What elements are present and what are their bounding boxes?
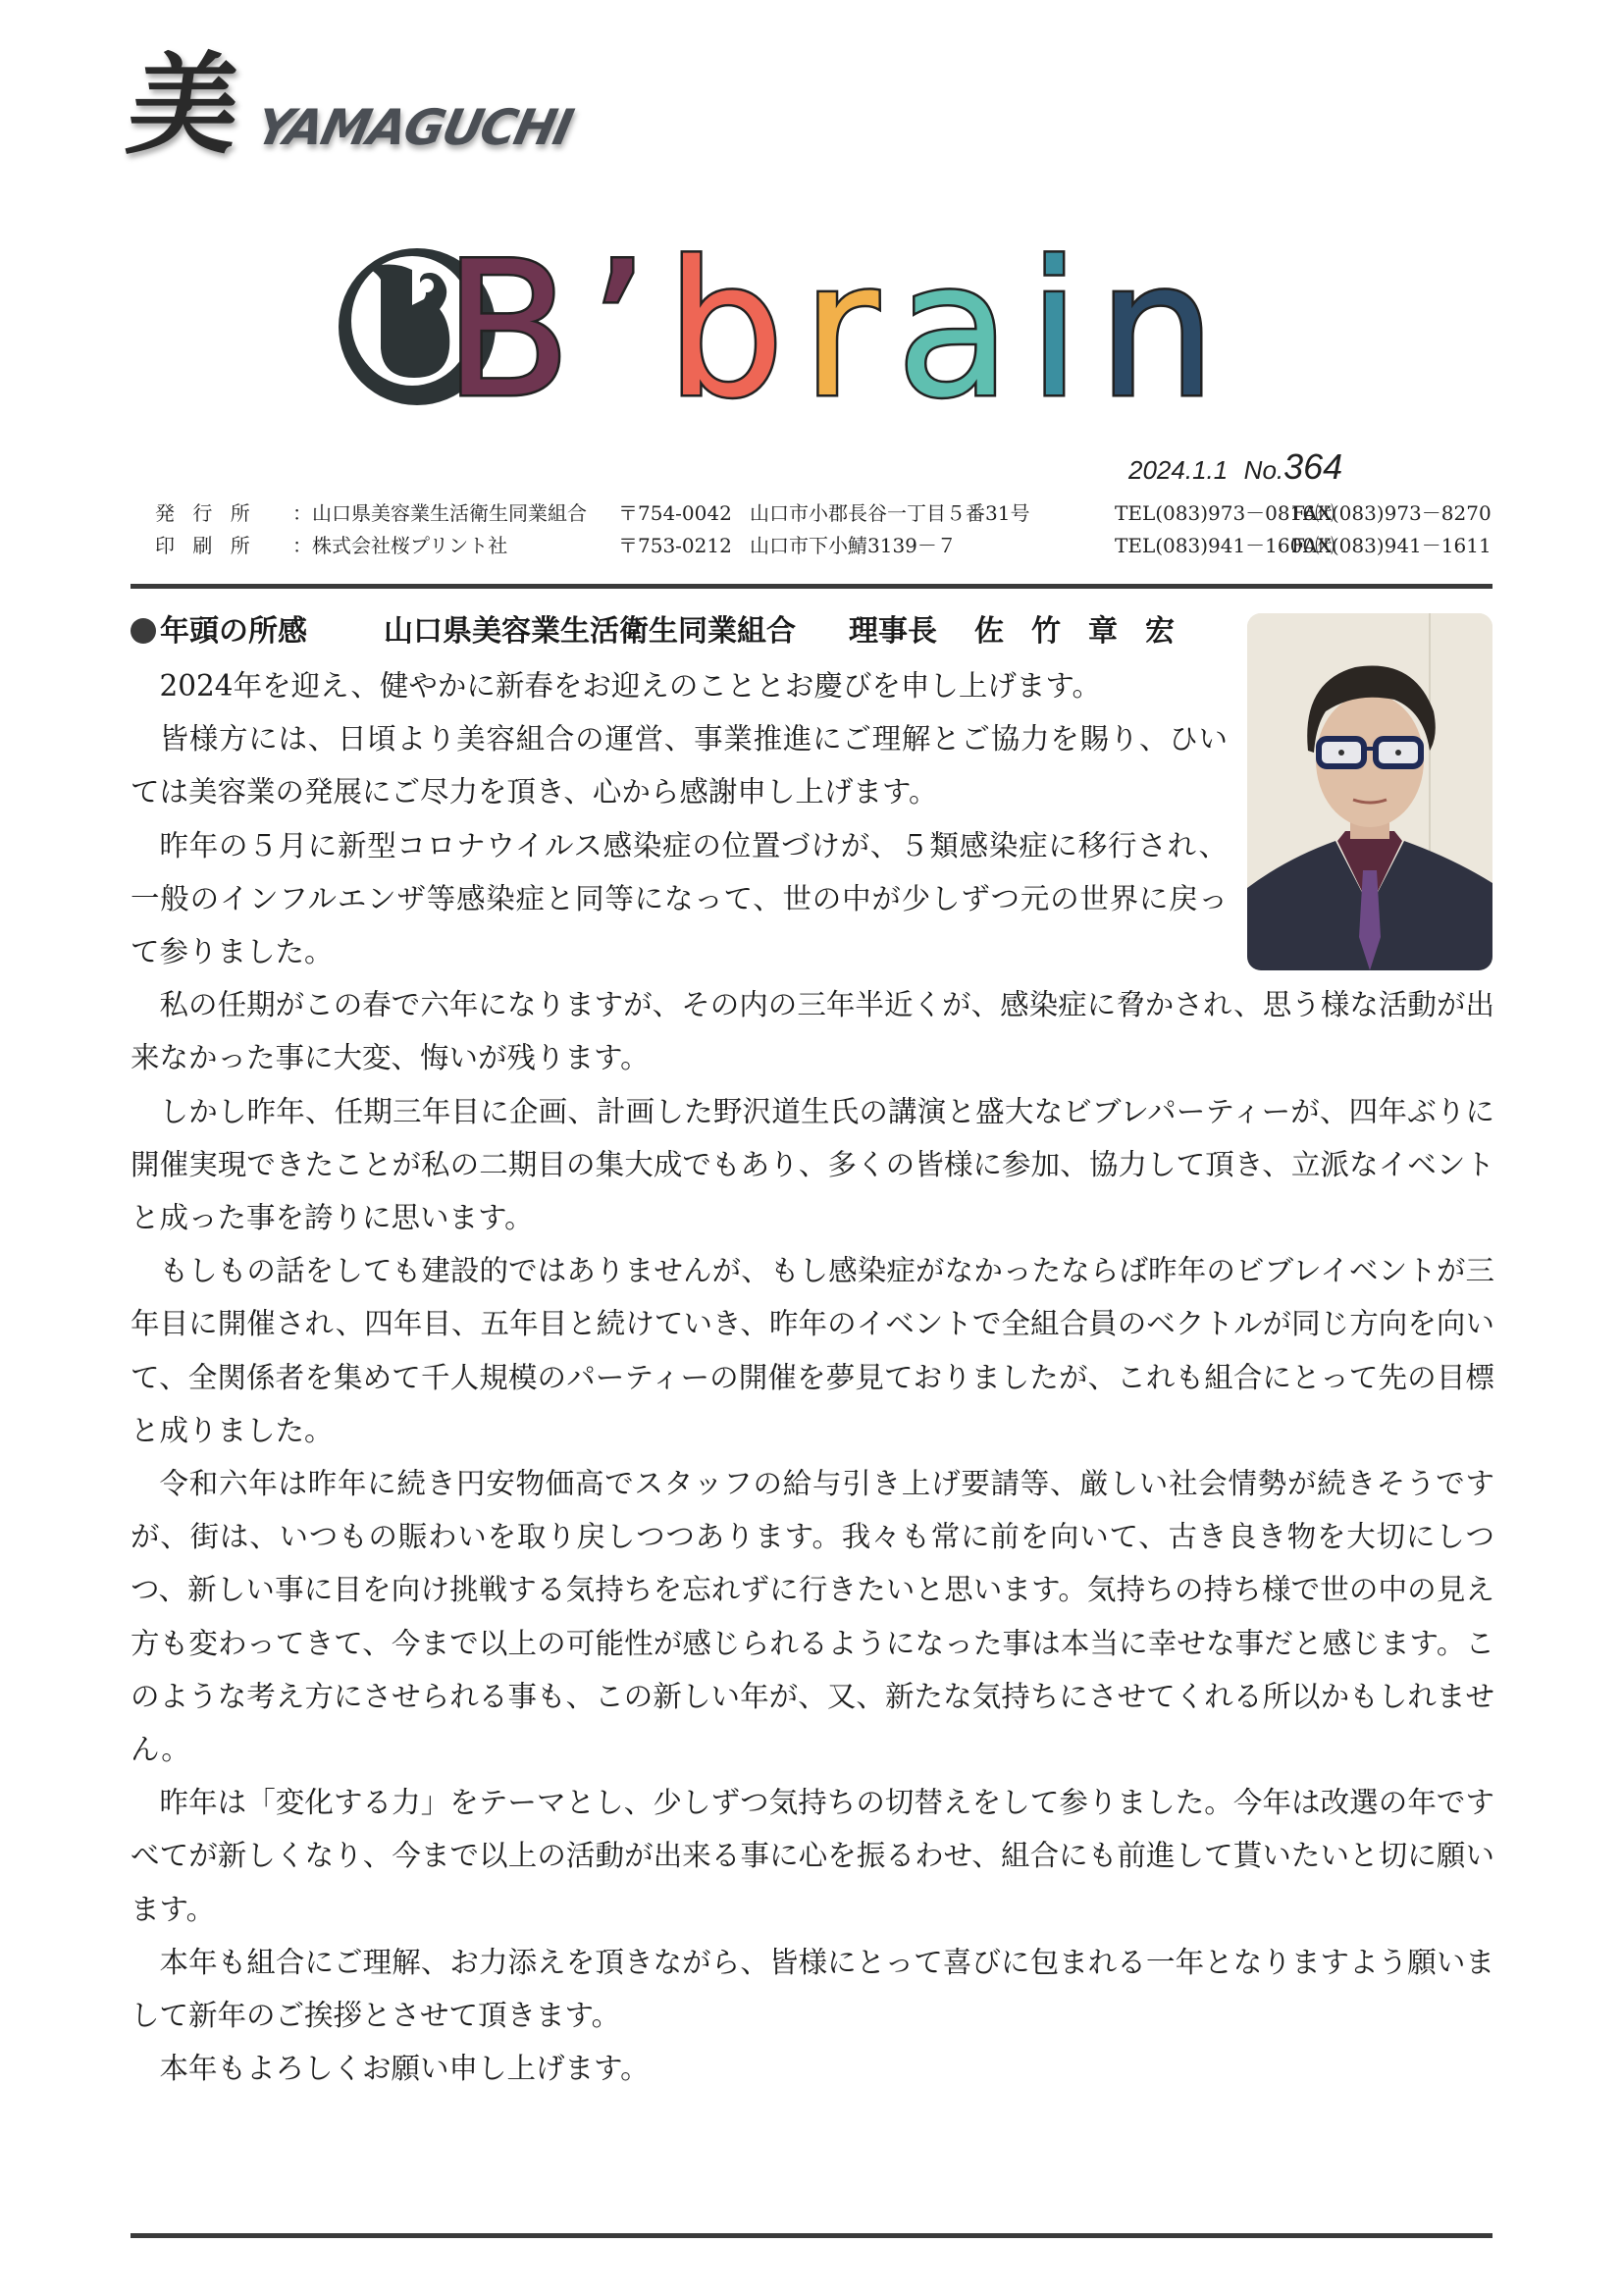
- article-paragraph: 本年も組合にご理解、お力添えを頂きながら、皆様にとって喜びに包まれる一年となりますよう願いまして新年のご挨拶とさせて頂きます。: [131, 1945, 1494, 2033]
- publisher-postal: 〒754-0042: [618, 501, 732, 525]
- publisher-tel: TEL(083)973－0816㈹: [1115, 501, 1335, 525]
- brand-wordmark: [444, 222, 1234, 439]
- brand-letter: a: [896, 222, 1028, 439]
- printer-address: 山口市下小鯖3139－７: [750, 534, 957, 557]
- brand-letter: ’: [589, 222, 666, 439]
- printer-name: 株式会社桜プリント社: [312, 534, 508, 557]
- article-org: 山口県美容業生活衛生同業組合: [384, 614, 796, 649]
- printer-line: [155, 530, 1529, 558]
- issue-info: [1128, 446, 1342, 488]
- publisher-line: [155, 497, 1529, 526]
- article-paragraph: 皆様方には、日頃より美容組合の運営、事業推進にご理解とご協力を賜り、ひいては美容業の発展にご尽力を頂き、心から感謝申し上げます。: [131, 722, 1228, 809]
- brand-letter: n: [1097, 222, 1234, 439]
- publisher-name: 山口県美容業生活衛生同業組合: [312, 501, 587, 525]
- publisher-sep: ：: [292, 501, 312, 525]
- article-body: [131, 659, 1494, 2095]
- article-section-title: 年頭の所感: [160, 614, 307, 649]
- masthead-yamaguchi-logo: YAMAGUCHI: [250, 99, 577, 156]
- publisher-address: 山口市小郡長谷一丁目５番31号: [750, 501, 1030, 525]
- article-author-title: 理事長: [849, 614, 937, 649]
- brand-wordmark-letters: [444, 222, 1234, 439]
- publisher-label: 発 行 所: [155, 501, 256, 525]
- article-paragraph: しかし昨年、任期三年目に企画、計画した野沢道生氏の講演と盛大なビブレパーティーが、四年ぶりに開催実現できたことが私の二期目の集大成でもあり、多くの皆様に参加、協力して頂き、立派なイベントと成った事を誇りに思います。: [131, 1094, 1494, 1235]
- printer-fax: FAX(083)941－1611: [1291, 534, 1492, 557]
- article-paragraph: 昨年は「変化する力」をテーマとし、少しずつ気持ちの切替えをして参りました。今年は改選の年ですべてが新しくなり、今まで以上の活動が出来る事に心を振るわせ、組合にも前進して貰いたいと切に願います。: [131, 1786, 1494, 1926]
- bottom-divider: [131, 2233, 1492, 2238]
- brand-letter: r: [802, 222, 897, 439]
- issue-number: 364: [1283, 446, 1343, 487]
- printer-label: 印 刷 所: [155, 534, 256, 557]
- brand-letter: B: [444, 222, 590, 439]
- printer-tel: TEL(083)941－1600㈹: [1115, 534, 1335, 557]
- publisher-fax: FAX(083)973－8270: [1291, 501, 1492, 525]
- article-paragraph: 昨年の５月に新型コロナウイルス感染症の位置づけが、５類感染症に移行され、一般のインフルエンザ等感染症と同等になって、世の中が少しずつ元の世界に戻って参りました。: [131, 828, 1228, 969]
- brand-letter: b: [665, 222, 803, 439]
- brand-letter: i: [1027, 222, 1098, 439]
- article-paragraph: 本年もよろしくお願い申し上げます。: [159, 2052, 650, 2086]
- issue-date: 2024.1.1: [1128, 455, 1229, 485]
- printer-postal: 〒753-0212: [618, 534, 732, 557]
- masthead-kanji-logo: 美: [120, 41, 249, 170]
- bullet-icon: [131, 618, 156, 644]
- article-paragraph: 令和六年は昨年に続き円安物価高でスタッフの給与引き上げ要請等、厳しい社会情勢が続きそうですが、街は、いつもの賑わいを取り戻しつつあります。我々も常に前を向いて、古き良き物を大切にしつつ、新しい事に目を向け挑戦する気持ちを忘れずに行きたいと思います。気持ちの持ち様で世の中の見え方も変わってきて、今まで以上の可能性が感じられるようになった事は本当に幸せな事だと感じます。このような考え方にさせられる事も、この新しい年が、又、新たな気持ちにさせてくれる所以かもしれません。: [131, 1467, 1494, 1767]
- printer-sep: ：: [292, 534, 312, 557]
- issue-no-label: No.: [1243, 455, 1284, 485]
- article-author-name: 佐竹章宏: [974, 614, 1202, 649]
- article-paragraph: 2024年を迎え、健やかに新春をお迎えのこととお慶びを申し上げます。: [159, 669, 1101, 703]
- article-paragraph: 私の任期がこの春で六年になりますが、その内の三年半近くが、感染症に脅かされ、思う様な活動が出来なかった事に大変、悔いが残ります。: [131, 988, 1494, 1075]
- article-paragraph: もしもの話をしても建設的ではありませんが、もし感染症がなかったならば昨年のビブレイベントが三年目に開催され、四年目、五年目と続けていき、昨年のイベントで全組合員のベクトルが同じ方向を向いて、全関係者を集めて千人規模のパーティーの開催を夢見ておりましたが、これも組合にとって先の目標と成りました。: [131, 1254, 1494, 1447]
- article-heading: [131, 606, 1202, 650]
- top-divider: [131, 584, 1492, 589]
